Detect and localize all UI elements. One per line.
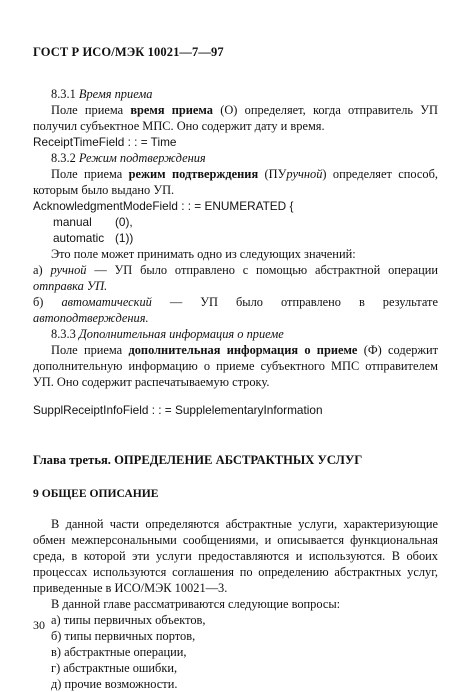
subsection-title: Время приема	[78, 87, 153, 101]
list-item: в) абстрактные операции,	[51, 645, 187, 659]
page-number: 30	[33, 618, 45, 632]
text: (Ф) содержит дополнительную информацию о приеме субъектного МПС отправителем УП. Оно содержит распечатываемую строку.	[33, 343, 438, 389]
italic-term: ручной	[50, 263, 87, 277]
text: — УП было отправлено с помощью абстрактной операции	[94, 263, 438, 277]
subsection-number: 8.3.1	[51, 87, 76, 101]
page-header: ГОСТ Р ИСО/МЭК 10021—7—97	[33, 45, 224, 59]
list-item: а) типы первичных объектов,	[51, 613, 206, 627]
chapter-title: Глава третья. ОПРЕДЕЛЕНИЕ АБСТРАКТНЫХ УСЛУГ	[33, 453, 363, 467]
list-marker: б)	[33, 295, 44, 309]
list-item: д) прочие возможности.	[51, 677, 178, 691]
code-line: SupplReceiptInfoField : : = SupplelementaryInformation	[33, 403, 323, 417]
paragraph: Это поле может принимать одно из следующих значений:	[51, 247, 356, 261]
text: Поле приема	[51, 167, 123, 181]
page-content	[33, 86, 438, 692]
enum-name: manual	[53, 215, 92, 229]
paragraph: В данной главе рассматриваются следующие вопросы:	[51, 597, 341, 611]
text: Поле приема	[51, 343, 123, 357]
paragraph	[33, 102, 438, 134]
enum-value: (0),	[115, 215, 133, 229]
subsection-number: 8.3.2	[51, 151, 76, 165]
italic-term: ручной	[286, 167, 323, 181]
bold-term: время приема	[130, 103, 213, 117]
enum-value: (1))	[115, 231, 134, 245]
text: (ПУ	[264, 167, 287, 181]
bold-term: режим подтверждения	[128, 167, 259, 181]
list-item: б) типы первичных портов,	[51, 629, 196, 643]
text: ) определяет способ, которым было выдано УП.	[33, 167, 438, 197]
subsection-heading	[33, 326, 438, 342]
enum-name: automatic	[53, 231, 105, 245]
list-item: г) абстрактные ошибки,	[51, 661, 178, 675]
enum-row	[53, 214, 438, 230]
section-title: 9 ОБЩЕЕ ОПИСАНИЕ	[33, 487, 159, 500]
text: (О) определяет, когда отправитель УП получил субъектное МПС. Оно содержит дату и время.	[33, 103, 438, 133]
text: — УП было отправлено в результате	[169, 295, 438, 309]
subsection-heading	[33, 150, 438, 166]
list-item	[33, 294, 438, 326]
paragraph	[33, 166, 438, 198]
list-marker: а)	[33, 263, 43, 277]
paragraph: В данной части определяются абстрактные услуги, характеризующие обмен межперсональными сообщениями, и описывается функциональная среда, в которой эти услуги предоставляются и используются. В обоих процессах используются соглашения по определению абстрактных услуг, приведенные в ИСО/МЭК 10021—3.	[33, 517, 438, 595]
paragraph	[33, 342, 438, 390]
italic-term: автоподтверждения.	[33, 311, 149, 325]
italic-term: отправка УП.	[33, 279, 108, 293]
list-item	[33, 262, 438, 294]
enum-row	[53, 230, 438, 246]
text: Поле приема	[51, 103, 124, 117]
subsection-heading	[33, 86, 438, 102]
subsection-title: Режим подтверждения	[78, 151, 206, 165]
code-line: ReceiptTimeField : : = Time	[33, 135, 177, 149]
italic-term: автоматический	[61, 295, 152, 309]
code-line: AcknowledgmentModeField : : = ENUMERATED {	[33, 199, 294, 213]
subsection-title: Дополнительная информация о приеме	[78, 327, 284, 341]
bold-term: дополнительная информация о приеме	[128, 343, 358, 357]
subsection-number: 8.3.3	[51, 327, 76, 341]
